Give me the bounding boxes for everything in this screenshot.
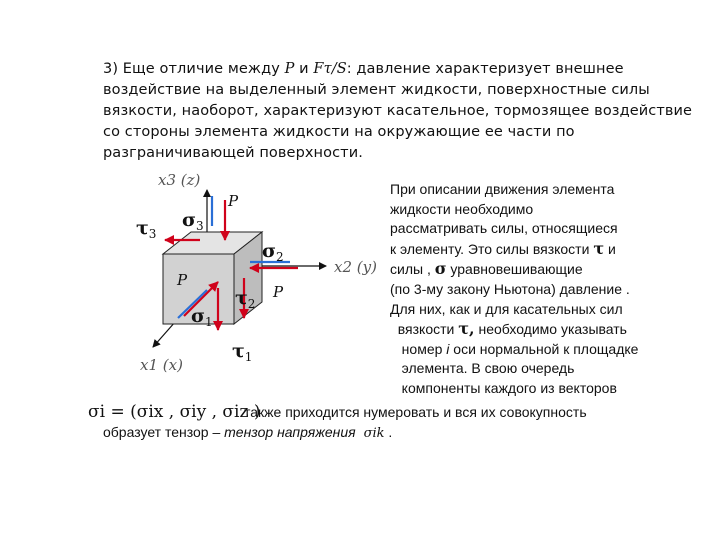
right-line-9-text: номер <box>401 340 447 357</box>
sigma1-symbol: σ <box>191 305 206 327</box>
stress-vector-formula: σi = (σix , σiy , σiz ) <box>88 402 261 422</box>
x2-axis-label: x2 (y) <box>334 258 377 276</box>
tau1-symbol: τ <box>232 340 245 362</box>
right-line-4-text: к элементу. Это силы вязкости <box>390 240 590 257</box>
index-i: i <box>446 340 450 357</box>
x3-axis-label: x3 (z) <box>158 171 201 189</box>
tau3-symbol: τ <box>136 217 149 239</box>
right-line-11-text: компоненты каждого из векторов <box>401 379 617 396</box>
right-line-9-rest: оси нормальной к площадке <box>449 340 639 357</box>
tau3-subscript: 3 <box>148 227 157 241</box>
sigma1-subscript: 1 <box>205 315 213 329</box>
tensor-line-text: образует тензор – <box>103 424 225 440</box>
right-line-8 <box>390 319 710 340</box>
sigma3-symbol: σ <box>182 209 197 231</box>
right-line-5-rest: уравновешивающие <box>450 261 583 278</box>
tau2-label <box>235 287 255 311</box>
right-line-5-text: силы , <box>390 261 431 278</box>
right-line-6: (по 3-му закону Ньютона) давление . <box>390 280 630 297</box>
right-line-10-text: элемента. В свою очередь <box>401 360 575 377</box>
stress-tensor-symbol: σik <box>363 426 385 441</box>
right-line-5 <box>390 259 710 280</box>
sigma3-subscript: 3 <box>196 219 204 233</box>
tau2-subscript: 2 <box>247 297 256 311</box>
pressure-right-label: P <box>273 283 284 301</box>
intro-line-2: воздействие на выделенный элемент жидкости, поверхностные силы <box>103 82 650 98</box>
sigma3-label <box>182 209 204 233</box>
right-line-8-rest: необходимо указывать <box>478 321 627 338</box>
sigma2-label <box>262 240 284 264</box>
sigma2-symbol: σ <box>262 240 277 262</box>
tail-text: также приходится нумеровать и вся их совокупность <box>244 404 587 420</box>
tau-symbol: τ <box>593 238 605 258</box>
intro-line-3: вязкости, наоборот, характеризуют касательное, тормозящее воздействие <box>103 103 693 119</box>
right-line-4 <box>390 239 710 260</box>
pressure-symbol: P <box>284 61 295 77</box>
intro-line-1-end: : давление характеризует внешнее <box>346 61 624 77</box>
sigma1-label <box>191 305 213 329</box>
right-description <box>390 180 710 399</box>
right-line-1: При описании движения элемента <box>390 181 615 197</box>
stress-tensor-term: тензор напряжения <box>224 424 356 440</box>
right-line-9 <box>390 340 710 360</box>
right-line-8-text: вязкости <box>397 321 455 338</box>
sigma2-subscript: 2 <box>276 250 284 264</box>
intro-line-4: со стороны элемента жидкости на окружающие ее части по <box>103 124 575 140</box>
tensor-line-period: . <box>384 424 393 440</box>
pressure-top-label: P <box>228 192 239 210</box>
intro-and: и <box>294 61 314 77</box>
intro-line-5: разграничивающей поверхности. <box>103 145 363 161</box>
right-line-2: жидкости необходимо <box>390 200 534 217</box>
right-line-7: Для них, как и для касательных сил <box>390 300 623 317</box>
tau-comma-symbol: τ, <box>458 319 475 339</box>
x1-axis-label: x1 (x) <box>140 356 183 374</box>
viscous-force-symbol: Fτ/S <box>313 61 347 77</box>
tau1-label <box>232 340 252 364</box>
tau3-label <box>136 217 156 241</box>
tau2-symbol: τ <box>235 287 248 309</box>
pressure-front-label: P <box>177 271 188 289</box>
right-line-11 <box>390 379 710 399</box>
right-line-10 <box>390 359 710 379</box>
intro-line-1-start: 3) Еще отличие между <box>103 61 285 77</box>
right-line-3: рассматривать силы, относящиеся <box>390 220 618 237</box>
right-line-4-and: и <box>607 240 616 257</box>
sigma-symbol: σ <box>434 259 447 279</box>
tau1-subscript: 1 <box>244 350 253 364</box>
tensor-line <box>103 424 392 441</box>
